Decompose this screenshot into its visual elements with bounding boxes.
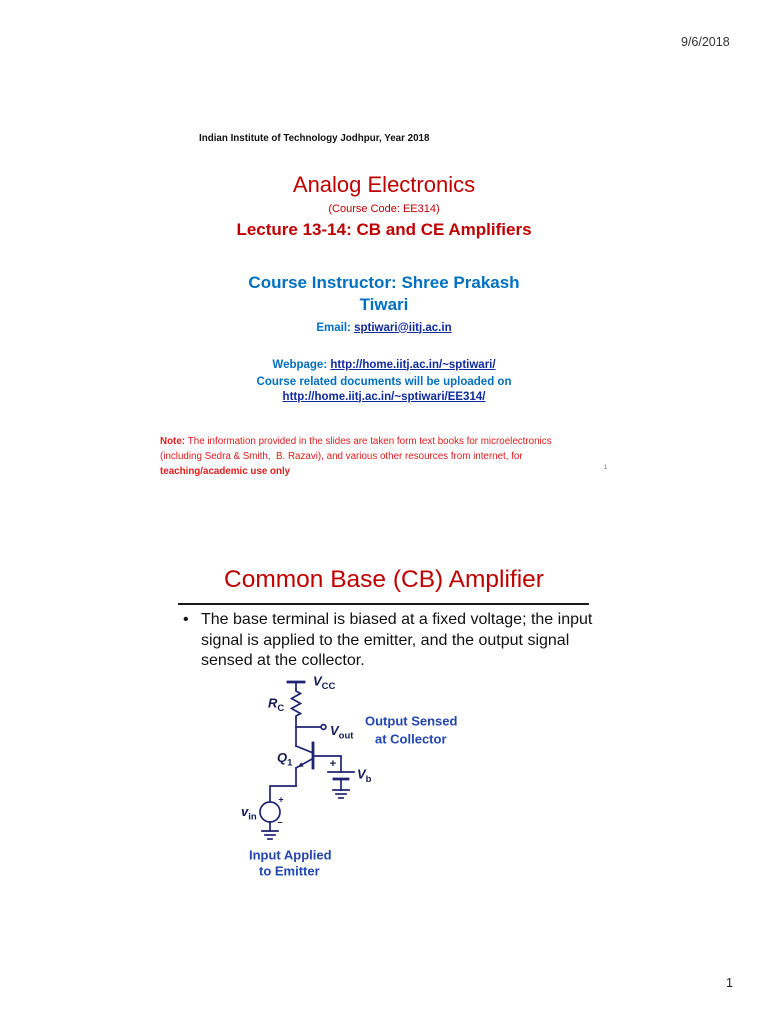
vb-label-main: V (357, 766, 366, 782)
email-link[interactable]: sptiwari@iitj.ac.in (354, 321, 452, 334)
resistor-rc (292, 689, 301, 718)
page-number: 1 (726, 976, 733, 990)
vcc-label-sub: CC (321, 681, 336, 692)
vin-plus-sign: + (278, 794, 284, 805)
header-date: 9/6/2018 (681, 35, 730, 49)
note-line-2: (including Sedra & Smith, B. Razavi), and various other resources from internet, for (160, 450, 523, 462)
q1-label-main: Q (277, 750, 288, 765)
vb-ground-symbol (333, 790, 349, 798)
rc-label-main: R (268, 695, 278, 711)
vb-label (357, 767, 372, 786)
vout-label (330, 723, 354, 742)
institute-line: Indian Institute of Technology Jodhpur, Year 2018 (199, 132, 430, 144)
cb-amplifier-circuit (230, 668, 470, 890)
bullet-line-1: The base terminal is biased at a fixed voltage; the input (201, 611, 593, 628)
webpage-label: Webpage: (272, 358, 328, 371)
bullet-text (201, 610, 592, 672)
vb-plus-sign: + (329, 758, 337, 770)
input-caption-line-2: to Emitter (259, 863, 320, 879)
bullet-symbol: • (183, 611, 189, 628)
q1-label-sub: 1 (287, 757, 293, 769)
vcc-label-main: V (313, 673, 322, 689)
vb-label-sub: b (365, 774, 372, 785)
vin-ground-symbol (262, 831, 278, 839)
vcc-label (313, 674, 336, 693)
input-caption-line-1: Input Applied (249, 847, 332, 863)
rc-label-sub: C (277, 703, 285, 714)
transistor-collector (296, 746, 312, 753)
note-line-1 (160, 434, 552, 449)
q1-label (277, 750, 293, 769)
vin-minus-sign: − (277, 817, 283, 828)
output-terminal (321, 725, 326, 730)
title-underline (178, 603, 589, 606)
vin-label (241, 804, 257, 823)
documents-text: Course related documents will be uploaded on (256, 375, 512, 388)
slide-number: 1 (604, 465, 608, 471)
bullet-line-2: signal is applied to the emitter, and the output signal (201, 631, 570, 649)
email-line (0, 321, 768, 336)
documents-link[interactable]: http://home.iitj.ac.in/~sptiwari/EE314/ (282, 390, 486, 403)
course-code: (Course Code: EE314) (328, 203, 440, 215)
vout-label-main: V (330, 723, 339, 738)
note-text-1: The information provided in the slides are taken form text books for microelectronics (187, 435, 552, 447)
course-title: Analog Electronics (292, 172, 476, 197)
documents-line (0, 390, 768, 405)
vin-label-sub: in (248, 811, 257, 823)
vin-label-main: v (241, 804, 249, 819)
slide2-title: Common Base (CB) Amplifier (224, 566, 544, 593)
rc-label (268, 696, 284, 715)
note-label: Note: (160, 435, 186, 447)
lecture-title: Lecture 13-14: CB and CE Amplifiers (236, 219, 532, 239)
bullet-line-3: sensed at the collector. (201, 652, 365, 669)
webpage-line (0, 358, 768, 373)
vout-label-sub: out (338, 730, 354, 742)
output-caption-line-2: at Collector (375, 731, 447, 747)
instructor-line-2: Tiwari (359, 295, 409, 314)
instructor-line-1: Course Instructor: Shree Prakash (248, 273, 520, 292)
webpage-link[interactable]: http://home.iitj.ac.in/~sptiwari/ (330, 358, 496, 371)
base-wire (313, 756, 341, 772)
email-label: Email: (316, 321, 351, 334)
output-caption-line-1: Output Sensed (365, 713, 458, 729)
note-line-3: teaching/academic use only (160, 465, 291, 477)
